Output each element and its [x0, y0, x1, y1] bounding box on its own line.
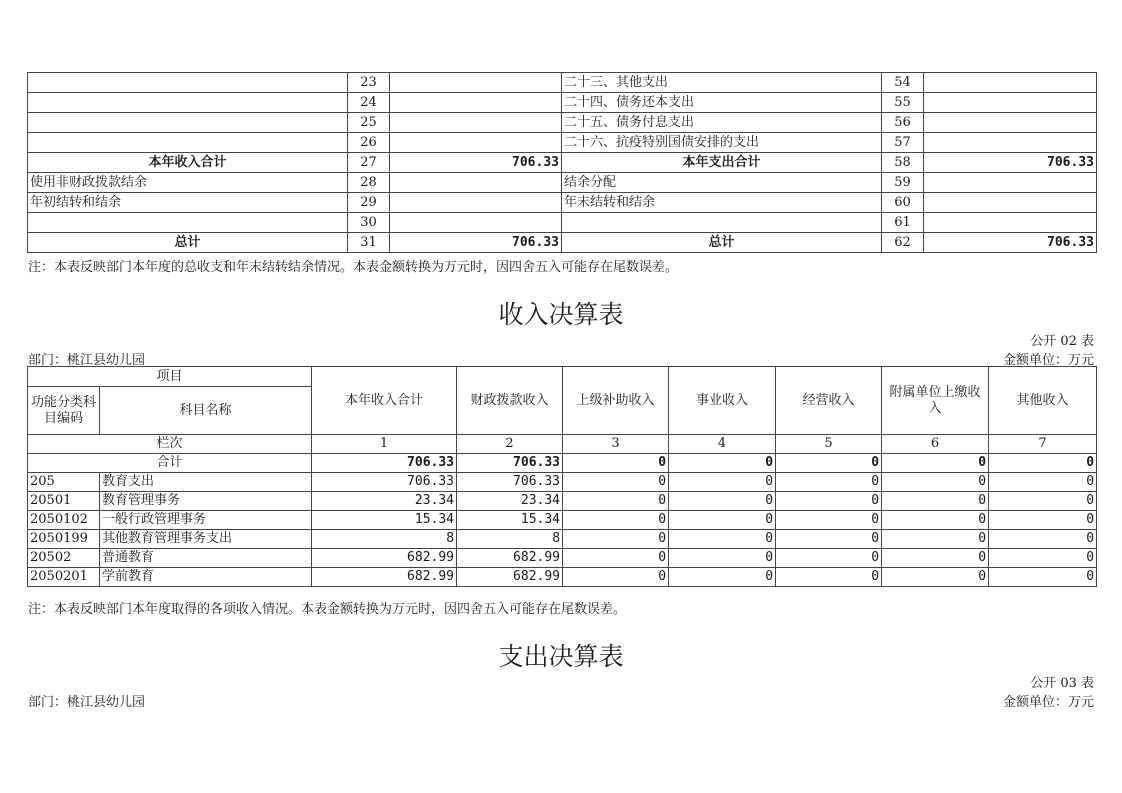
income-item: 总计	[28, 233, 348, 253]
amount-cell: 0	[882, 549, 989, 568]
header-func-code: 功能分类科目编码	[28, 387, 100, 435]
amount-cell: 0	[776, 473, 882, 492]
total-value: 0	[776, 454, 882, 473]
func-code: 205	[28, 473, 100, 492]
header-col-4: 事业收入	[669, 367, 776, 435]
header-col-3: 上级补助收入	[563, 367, 669, 435]
amount-cell: 0	[563, 530, 669, 549]
total-row	[28, 454, 1097, 473]
table-row	[28, 511, 1097, 530]
expense-line-no: 61	[882, 213, 924, 233]
expense-amount	[924, 113, 1097, 133]
expense-item: 总计	[562, 233, 882, 253]
amount-cell: 0	[776, 511, 882, 530]
func-code: 20502	[28, 549, 100, 568]
subject-name: 其他教育管理事务支出	[100, 530, 312, 549]
expense-amount: 706.33	[924, 233, 1097, 253]
amount-cell: 682.99	[457, 568, 563, 587]
income-table-title: 收入决算表	[498, 300, 624, 329]
func-code: 2050201	[28, 568, 100, 587]
income-amount: 706.33	[390, 153, 562, 173]
expense-line-no: 56	[882, 113, 924, 133]
col-num: 6	[882, 435, 989, 454]
subject-name: 一般行政管理事务	[100, 511, 312, 530]
expense-item: 二十五、债务付息支出	[562, 113, 882, 133]
expense-amount	[924, 93, 1097, 113]
expense-table-code: 公开 03 表	[1030, 676, 1094, 691]
expense-line-no: 62	[882, 233, 924, 253]
table2-note: 注：本表反映部门本年度取得的各项收入情况。本表金额转换为万元时，因四舍五入可能存在尾数误差。	[28, 602, 627, 617]
func-code: 2050102	[28, 511, 100, 530]
table1-note: 注：本表反映部门本年度的总收支和年末结转结余情况。本表金额转换为万元时，因四舍五入可能存在尾数误差。	[28, 260, 679, 275]
income-amount	[390, 133, 562, 153]
amount-cell: 0	[776, 492, 882, 511]
amount-cell: 0	[563, 473, 669, 492]
amount-cell: 15.34	[457, 511, 563, 530]
amount-cell: 8	[312, 530, 457, 549]
amount-cell: 682.99	[312, 549, 457, 568]
expense-line-no: 59	[882, 173, 924, 193]
table-row	[28, 173, 1097, 193]
amount-cell: 0	[776, 568, 882, 587]
income-item	[28, 213, 348, 233]
expense-line-no: 57	[882, 133, 924, 153]
expense-amount: 706.33	[924, 153, 1097, 173]
total-label: 合计	[28, 454, 312, 473]
expense-item: 二十六、抗疫特别国债安排的支出	[562, 133, 882, 153]
expense-table-title: 支出决算表	[498, 642, 624, 671]
subject-name: 教育支出	[100, 473, 312, 492]
table-row	[28, 233, 1097, 253]
amount-cell: 0	[563, 511, 669, 530]
col-num: 3	[563, 435, 669, 454]
header-col-1: 本年收入合计	[312, 367, 457, 435]
income-line-no: 24	[348, 93, 390, 113]
col-num: 1	[312, 435, 457, 454]
table-row	[28, 568, 1097, 587]
expense-item: 本年支出合计	[562, 153, 882, 173]
expense-table-dept: 部门：桃江县幼儿园	[28, 695, 146, 710]
income-table-unit: 金额单位：万元	[1002, 353, 1094, 368]
table-row	[28, 133, 1097, 153]
amount-cell: 23.34	[312, 492, 457, 511]
expense-line-no: 58	[882, 153, 924, 173]
col-num: 5	[776, 435, 882, 454]
amount-cell: 706.33	[312, 473, 457, 492]
expense-item: 结余分配	[562, 173, 882, 193]
expense-item: 年末结转和结余	[562, 193, 882, 213]
expense-amount	[924, 133, 1097, 153]
amount-cell: 0	[669, 473, 776, 492]
income-amount	[390, 213, 562, 233]
total-value: 0	[563, 454, 669, 473]
table-row	[28, 473, 1097, 492]
amount-cell: 0	[776, 549, 882, 568]
income-item: 本年收入合计	[28, 153, 348, 173]
header-col-6: 附属单位上缴收入	[882, 367, 989, 435]
table-row	[28, 93, 1097, 113]
amount-cell: 0	[882, 492, 989, 511]
income-amount	[390, 173, 562, 193]
income-amount	[390, 73, 562, 93]
table-row	[28, 530, 1097, 549]
income-line-no: 26	[348, 133, 390, 153]
total-value: 706.33	[312, 454, 457, 473]
amount-cell: 0	[669, 568, 776, 587]
subject-name: 教育管理事务	[100, 492, 312, 511]
table-row	[28, 113, 1097, 133]
amount-cell: 23.34	[457, 492, 563, 511]
amount-cell: 706.33	[457, 473, 563, 492]
income-line-no: 23	[348, 73, 390, 93]
amount-cell: 0	[563, 568, 669, 587]
expense-amount	[924, 213, 1097, 233]
expense-amount	[924, 73, 1097, 93]
income-item	[28, 73, 348, 93]
income-line-no: 31	[348, 233, 390, 253]
amount-cell: 0	[882, 568, 989, 587]
header-col-label: 栏次	[28, 435, 312, 454]
amount-cell: 0	[776, 530, 882, 549]
amount-cell: 0	[563, 492, 669, 511]
income-line-no: 27	[348, 153, 390, 173]
header-col-2: 财政拨款收入	[457, 367, 563, 435]
amount-cell: 0	[882, 511, 989, 530]
amount-cell: 0	[669, 511, 776, 530]
income-amount	[390, 93, 562, 113]
income-item	[28, 113, 348, 133]
expense-line-no: 55	[882, 93, 924, 113]
func-code: 20501	[28, 492, 100, 511]
subject-name: 学前教育	[100, 568, 312, 587]
amount-cell: 0	[989, 530, 1097, 549]
total-value: 0	[882, 454, 989, 473]
amount-cell: 0	[882, 473, 989, 492]
amount-cell: 8	[457, 530, 563, 549]
income-amount	[390, 193, 562, 213]
income-line-no: 30	[348, 213, 390, 233]
total-value: 706.33	[457, 454, 563, 473]
amount-cell: 0	[669, 492, 776, 511]
expense-amount	[924, 193, 1097, 213]
income-line-no: 29	[348, 193, 390, 213]
table-row	[28, 193, 1097, 213]
header-col-7: 其他收入	[989, 367, 1097, 435]
table-row	[28, 549, 1097, 568]
expense-line-no: 54	[882, 73, 924, 93]
total-value: 0	[669, 454, 776, 473]
expense-amount	[924, 173, 1097, 193]
subject-name: 普通教育	[100, 549, 312, 568]
income-line-no: 28	[348, 173, 390, 193]
income-table-code: 公开 02 表	[1030, 334, 1094, 349]
amount-cell: 682.99	[457, 549, 563, 568]
func-code: 2050199	[28, 530, 100, 549]
amount-cell: 0	[669, 530, 776, 549]
col-num: 2	[457, 435, 563, 454]
income-settlement-table	[27, 366, 1097, 587]
amount-cell: 15.34	[312, 511, 457, 530]
amount-cell: 0	[989, 568, 1097, 587]
amount-cell: 0	[989, 511, 1097, 530]
income-table-dept: 部门：桃江县幼儿园	[28, 353, 146, 368]
income-item	[28, 133, 348, 153]
income-item	[28, 93, 348, 113]
amount-cell: 0	[989, 549, 1097, 568]
header-subject-name: 科目名称	[100, 387, 312, 435]
income-amount	[390, 113, 562, 133]
expense-item	[562, 213, 882, 233]
expense-item: 二十三、其他支出	[562, 73, 882, 93]
income-amount: 706.33	[390, 233, 562, 253]
amount-cell: 682.99	[312, 568, 457, 587]
expense-item: 二十四、债务还本支出	[562, 93, 882, 113]
income-expense-summary-table	[27, 72, 1097, 253]
amount-cell: 0	[882, 530, 989, 549]
table-row	[28, 73, 1097, 93]
header-col-5: 经营收入	[776, 367, 882, 435]
income-item: 年初结转和结余	[28, 193, 348, 213]
income-item: 使用非财政拨款结余	[28, 173, 348, 193]
amount-cell: 0	[989, 473, 1097, 492]
header-project: 项目	[28, 367, 312, 387]
income-line-no: 25	[348, 113, 390, 133]
amount-cell: 0	[669, 549, 776, 568]
col-num: 7	[989, 435, 1097, 454]
table-row	[28, 213, 1097, 233]
amount-cell: 0	[989, 492, 1097, 511]
table-row	[28, 492, 1097, 511]
total-value: 0	[989, 454, 1097, 473]
expense-table-unit: 金额单位：万元	[1002, 695, 1094, 710]
col-num: 4	[669, 435, 776, 454]
amount-cell: 0	[563, 549, 669, 568]
table-row	[28, 153, 1097, 173]
expense-line-no: 60	[882, 193, 924, 213]
